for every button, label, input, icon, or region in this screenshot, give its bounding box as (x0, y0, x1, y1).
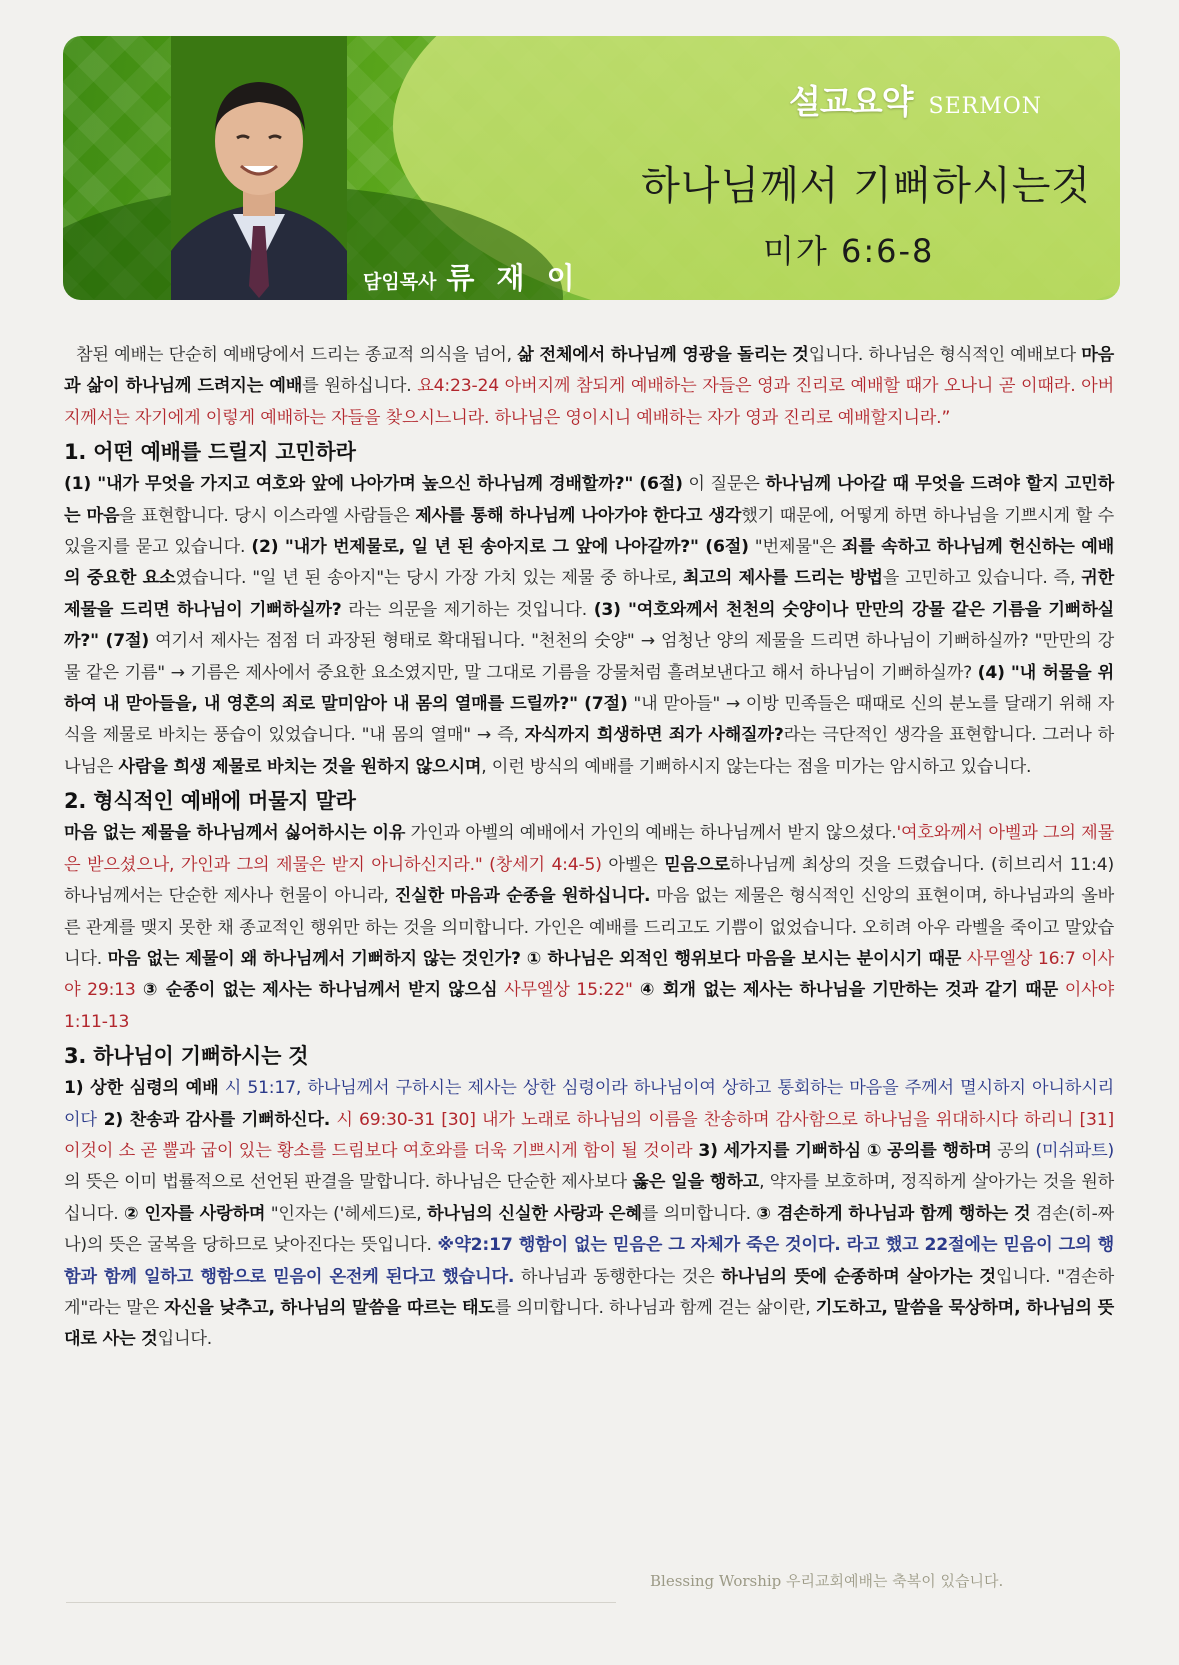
body-text: 가인과 아벨의 예배에서 가인의 예배는 하나님께서 받지 않으셨다. (405, 823, 897, 844)
body-text: 였습니다. "일 년 된 송아지"는 당시 가장 가치 있는 제물 중 하나로, (175, 568, 683, 589)
sermon-title: 하나님께서 기뻐하시는것 (641, 163, 1091, 209)
section-tag (789, 76, 1042, 123)
scripture-reference: 미가 6:6-8 (763, 232, 935, 270)
body-text: 라는 의문을 제기하는 것입니다. (341, 599, 594, 620)
section-1-paragraph (64, 469, 1114, 783)
emphasis: 하나님의 신실한 사랑과 은혜 (426, 1203, 642, 1224)
emphasis: 마음 없는 제물을 하나님께서 싫어하시는 이유 (64, 823, 406, 844)
pastor-role: 담임목사 (363, 271, 437, 293)
pastor-photo (171, 36, 347, 300)
sermon-body (64, 340, 1114, 1356)
body-text: 을 표현합니다. 당시 이스라엘 사람들은 (119, 505, 416, 526)
emphasis: 진실한 마음과 순종을 원하십니다. (394, 886, 651, 907)
section-tag-english: SERMON (928, 94, 1043, 119)
scripture-quote: '여호와께서 아벨과 그의 제물은 받으셨으나, 가인과 그의 제물은 받지 아니하신지라." (창세기 4:4-5) (64, 823, 1114, 875)
emphasis: 귀한 제물을 드리면 하나님이 기뻐하실까? (64, 568, 1114, 620)
scripture-quote-blue: 시 51:17, 하나님께서 구하시는 제사는 상한 심령이라 하나님이여 상하고 통회하는 마음을 주께서 멸시하지 아니하시리이다 (64, 1078, 1115, 1130)
emphasis: 하나님의 뜻에 순종하며 살아가는 것 (721, 1266, 996, 1287)
header-banner (63, 36, 1120, 300)
verse-question: (2) "내가 번제물로, 일 년 된 송아지로 그 앞에 나아갈까?" (6절) (251, 537, 749, 558)
body-text: 마음 없는 제물은 형식적인 신앙의 표현이며, 하나님과의 올바른 관계를 맺지 못한 채 종교적인 행위만 하는 것을 의미합니다. 가인은 예배를 드리고도 기쁨이 없었습니다. 오히려 아우 라벨을 죽이고 말았습니다. (64, 886, 1115, 969)
body-text: 입니다. (157, 1329, 213, 1350)
emphasis: ② 인자를 사랑하며 (123, 1203, 266, 1224)
intro-text: 를 원하십니다. (302, 376, 418, 397)
body-text: 하나님께 최상의 것을 드렸습니다. (히브리서 11:4) 하나님께서는 단순한 제사나 헌물이 아니라, (64, 854, 1114, 907)
section-tag-korean: 설교요약 (789, 82, 913, 121)
emphasis: 3) 세가지를 기뻐하심 ① 공의를 행하며 (692, 1140, 992, 1161)
section-3-heading: 3. 하나님이 기뻐하시는 것 (64, 1044, 309, 1069)
body-text: 여기서 제사는 점점 더 과장된 형태로 확대됩니다. "천천의 숫양" → 엄청난 양의 제물을 드리면 하나님이 기뻐하실까? "만만의 강물 같은 기름" → 기름은 제사에서 중요한 요소였지만, 말 그대로 기름을 강물처럼 흘려보낸다고 해서 하나님이 기뻐하실까? (64, 631, 1114, 683)
emphasis: 1) 상한 심령의 예배 (64, 1078, 219, 1099)
emphasis: 사람을 희생 제물로 바치는 것을 원하지 않으시며 (118, 756, 482, 777)
emphasis: ④ 회개 없는 제사는 하나님을 기만하는 것과 같기 때문 (632, 980, 1059, 1001)
intro-emphasis: 마음과 삶이 하나님께 드려지는 예배 (64, 345, 1114, 397)
pastor-credit (363, 256, 581, 297)
scripture-reference-inline: 사무엘상 16:7 이사야 29:13 (64, 948, 1114, 1001)
intro-emphasis: 삶 전체에서 하나님께 영광을 돌리는 것 (517, 345, 809, 365)
body-text: 이 질문은 (682, 474, 766, 495)
body-text: 입니다. "겸손하게"라는 말은 (64, 1266, 1114, 1318)
section-2-heading: 2. 형식적인 예배에 머물지 말라 (64, 789, 356, 814)
scripture-quote-blue: ※약2:17 행함이 없는 믿음은 그 자체가 죽은 것이다. 라고 했고 22절에는 믿음이 그의 행함과 함께 일하고 행함으로 믿음이 온전케 된다고 했습니다. (64, 1235, 1114, 1287)
emphasis: ③ 순종이 없는 제사는 하나님께서 받지 않으심 (135, 980, 498, 1001)
intro-text: 참된 예배는 단순히 예배당에서 드리는 종교적 의식을 넘어, (76, 345, 518, 365)
body-text: , 이런 방식의 예배를 기뻐하시지 않는다는 점을 미가는 암시하고 있습니다. (481, 756, 1032, 777)
intro-paragraph (64, 340, 1114, 434)
body-text: 했기 때문에, 어떻게 하면 하나님을 기쁘시게 할 수 있을지를 묻고 있습니다. (64, 505, 1115, 558)
body-text: 겸손(히-짜나)의 뜻은 굴복을 당하므로 낮아진다는 뜻입니다. (64, 1203, 1114, 1256)
hebrew-term: (미쉬파트) (1035, 1140, 1114, 1161)
emphasis: 믿음으로 (664, 854, 730, 875)
body-text: "내 맏아들" → 이방 민족들은 때때로 신의 분노를 달래기 위해 자식을 제물로 바치는 풍습이 있었습니다. "내 몸의 열매" → 즉, (64, 694, 1114, 746)
verse-question: (4) "내 허물을 위하여 내 맏아들을, 내 영혼의 죄로 말미암아 내 몸의 열매를 드릴까?" (7절) (64, 662, 1114, 715)
section-3-paragraph (64, 1073, 1114, 1356)
body-text: , 약자를 보호하며, 정직하게 살아가는 것을 원하십니다. (64, 1172, 1115, 1224)
body-text: 아벨은 (601, 854, 665, 875)
emphasis: 제사를 통해 하나님께 나아가야 한다고 생각 (415, 505, 742, 526)
pastor-name: 류 재 이 (446, 261, 581, 295)
section-2-paragraph (64, 818, 1114, 1038)
emphasis: 하나님께 나아갈 때 무엇을 드려야 할지 고민하는 마음 (64, 474, 1115, 526)
scripture-reference-inline: 사무엘상 15:22" (497, 980, 633, 1001)
body-text: 하나님과 동행한다는 것은 (514, 1266, 722, 1287)
emphasis: ③ 겸손하게 하나님과 함께 행하는 것 (756, 1203, 1031, 1224)
pastor-portrait-icon (171, 36, 347, 300)
emphasis: 자신을 낮추고, 하나님의 말씀을 따르는 태도 (164, 1297, 495, 1318)
emphasis: 2) 찬송과 감사를 기뻐하신다. (96, 1109, 331, 1130)
body-text: 을 고민하고 있습니다. 즉, (882, 568, 1082, 589)
emphasis: 자식까지 희생하면 죄가 사해질까? (524, 725, 784, 746)
scripture-quote: 시 69:30-31 [30] 내가 노래로 하나님의 이름을 찬송하며 감사함으로 하나님을 위대하시다 하리니 [31] 이것이 소 곧 뿔과 굽이 있는 황소를 드림보다 여호와를 더욱 기쁘시게 함이 될 것이라 (64, 1109, 1114, 1161)
body-text: 라는 극단적인 생각을 표현합니다. 그러나 하나님은 (64, 725, 1114, 777)
emphasis: 죄를 속하고 하나님께 헌신하는 예배의 중요한 요소 (64, 537, 1114, 589)
body-text: 를 의미합니다. (641, 1203, 757, 1224)
verse-question: (1) "내가 무엇을 가지고 여호와 앞에 나아가며 높으신 하나님께 경배할까?" (6절) (64, 474, 683, 495)
body-text: 의 뜻은 이미 법률적으로 선언된 판결을 말합니다. 하나님은 단순한 제사보다 (64, 1172, 633, 1193)
body-text: 공의 (991, 1140, 1036, 1161)
section-1-heading: 1. 어떤 예배를 드릴지 고민하라 (64, 440, 356, 465)
scripture-reference-inline: 이사야 1:11-13 (64, 980, 1114, 1032)
body-text: "번제물"은 (748, 537, 842, 558)
bottom-divider (66, 1602, 616, 1603)
footer-slogan: Blessing Worship 우리교회예배는 축복이 있습니다. (650, 1572, 1004, 1590)
emphasis: 기도하고, 말씀을 묵상하며, 하나님의 뜻대로 사는 것 (64, 1297, 1114, 1350)
emphasis: 옳은 일을 행하고 (632, 1172, 760, 1193)
body-text: 를 의미합니다. 하나님과 함께 걷는 삶이란, (494, 1297, 816, 1318)
emphasis: 마음 없는 제물이 왜 하나님께서 기뻐하지 않는 것인가? ① 하나님은 외적인 행위보다 마음을 보시는 분이시기 때문 (107, 948, 962, 969)
verse-question: (3) "여호와께서 천천의 숫양이나 만만의 강물 같은 기름을 기뻐하실까?" (7절) (64, 599, 1115, 652)
body-text: "인자는 ('헤세드)로, (265, 1203, 427, 1224)
emphasis: 최고의 제사를 드리는 방법 (682, 568, 883, 589)
intro-text: 입니다. 하나님은 형식적인 예배보다 (808, 345, 1082, 365)
intro-scripture-quote: 요4:23-24 아버지께 참되게 예배하는 자들은 영과 진리로 예배할 때가 오나니 곧 이때라. 아버지께서는 자기에게 이렇게 예배하는 자들을 찾으시느니라. 하나님은 영이시니 예배하는 자가 영과 진리로 예배할지니라.” (64, 376, 1114, 428)
